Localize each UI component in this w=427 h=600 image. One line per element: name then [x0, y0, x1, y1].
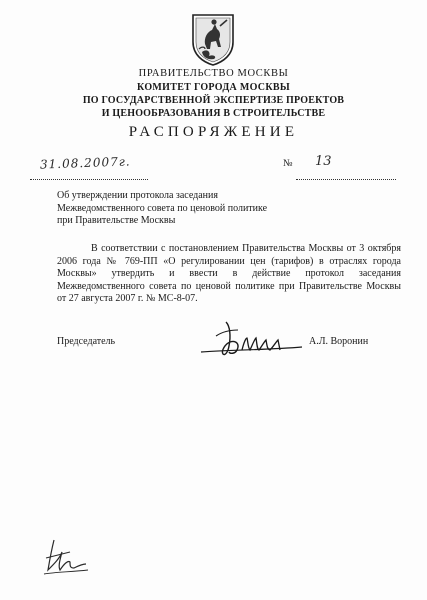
subject-line: Межведомственного совета по ценовой политике [57, 202, 268, 214]
subject-line: Об утверждении протокола заседания [57, 190, 218, 201]
committee-name-line-2: ПО ГОСУДАРСТВЕННОЙ ЭКСПЕРТИЗЕ ПРОЕКТОВ [82, 95, 345, 106]
body-line: 2006 года № 769-ПП «О регулировании цен (тарифов) в отраслях города [57, 255, 401, 267]
government-name: ПРАВИТЕЛЬСТВО МОСКВЫ [138, 68, 289, 79]
document-number: 13 [315, 154, 332, 169]
moscow-coat-of-arms-icon [190, 12, 236, 66]
document-type-title: РАСПОРЯЖЕНИЕ [128, 124, 299, 140]
handwritten-signature [196, 316, 306, 360]
committee-name-line-1: КОМИТЕТ ГОРОДА МОСКВЫ [137, 82, 290, 93]
order-body-paragraph [57, 243, 401, 306]
signatory-name: А.Л. Воронин [309, 336, 369, 347]
body-line: Межведомственного совета по ценовой политике при Правительстве Москвы [57, 280, 401, 292]
handwritten-initials [40, 534, 92, 578]
committee-name-line-3: И ЦЕНООБРАЗОВАНИЯ В СТРОИТЕЛЬСТВЕ [101, 108, 326, 119]
subject-line: при Правительстве Москвы [57, 215, 176, 226]
signatory-position: Председатель [57, 336, 116, 347]
number-underline [296, 164, 396, 180]
body-line: В соответствии с постановлением Правительства Москвы от 3 октября [91, 243, 401, 254]
number-sign: № [283, 158, 293, 169]
document-date: 31.08.2007г. [39, 154, 131, 172]
body-line: Москвы» утвердить и ввести в действие протокол заседания [57, 268, 401, 280]
body-line: от 27 августа 2007 г. № МС-8-07. [57, 293, 198, 305]
document-subject [57, 190, 317, 228]
